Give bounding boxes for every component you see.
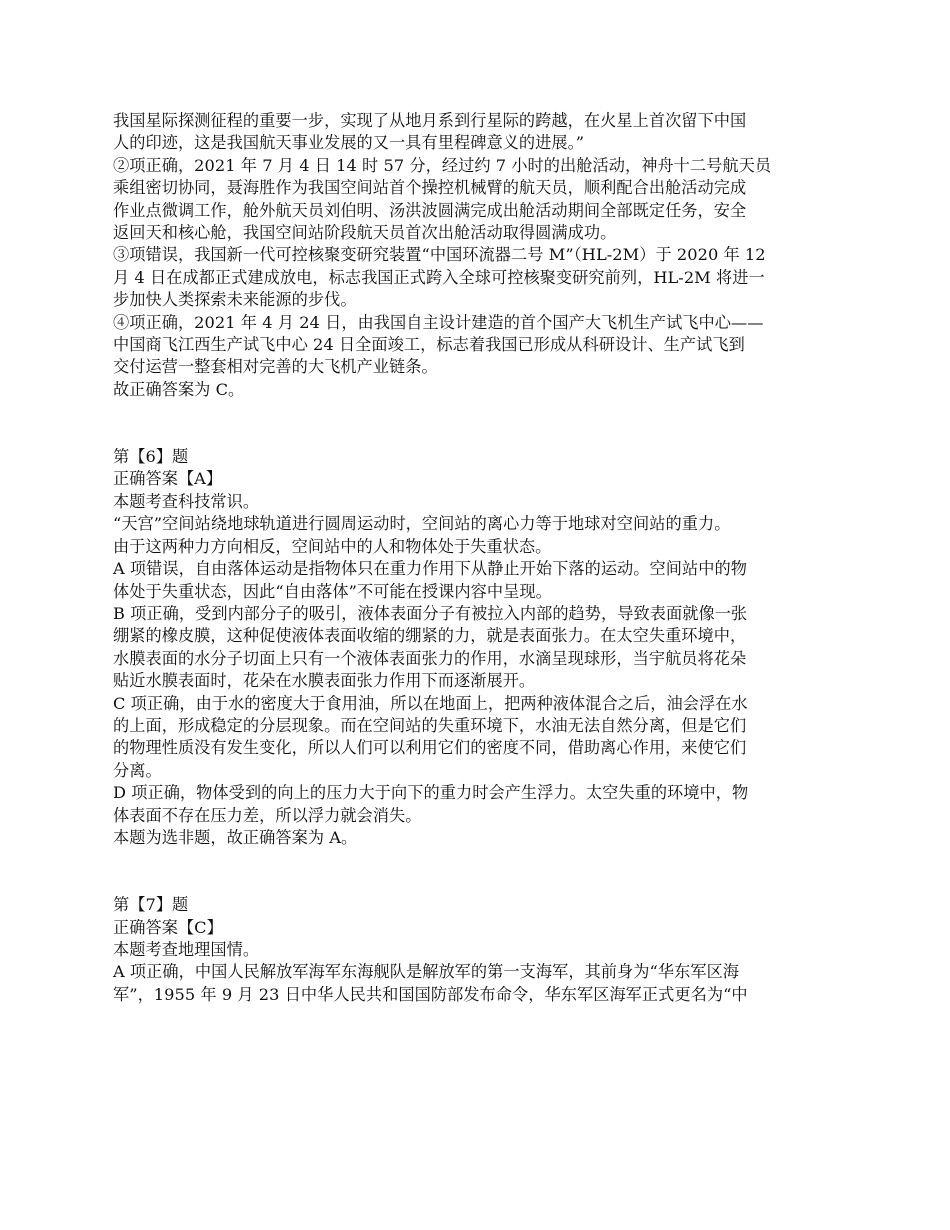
section-gap (113, 849, 838, 894)
section-gap (113, 401, 838, 446)
text-line: 乘组密切协同，聂海胜作为我国空间站首个操控机械臂的航天员，顺利配合出舱活动完成 (113, 178, 747, 198)
text-line: A 项正确，中国人民解放军海军东海舰队是解放军的第一支海军，其前身为“华东军区海 (113, 962, 740, 982)
text-line: 步加快人类探索未来能源的步伐。 (113, 290, 357, 310)
text-line: 作业点微调工作，舱外航天员刘伯明、汤洪波圆满完成出舱活动期间全部既定任务，安全 (113, 200, 747, 220)
conclusion-line: 本题为选非题，故正确答案为 A。 (113, 827, 358, 847)
question-7-section (113, 894, 838, 1006)
text-line: 体表面不存在压力差，所以浮力就会消失。 (113, 805, 422, 825)
question-6-section (113, 446, 838, 849)
text-line: 本题考查地理国情。 (113, 940, 260, 959)
question-title: 第【7】题 (113, 895, 189, 915)
text-line: B 项正确，受到内部分子的吸引，液体表面分子有被拉入内部的趋势，导致表面就像一张 (113, 603, 748, 623)
text-line: 我国星际探测征程的重要一步，实现了从地月系到行星际的跨越，在火星上首次留下中国 (113, 111, 747, 130)
correct-answer: 正确答案【A】 (113, 469, 223, 489)
text-line: 人的印迹，这是我国航天事业发展的又一具有里程碑意义的进展。” (113, 133, 585, 153)
text-line: “天宫”空间站绕地球轨道进行圆周运动时，空间站的离心力等于地球对空间站的重力。 (113, 514, 731, 534)
text-line: ③项错误，我国新一代可控核聚变研究装置“中国环流器二号 M”（HL-2M）于 2020 年 12 (113, 245, 766, 265)
correct-answer: 正确答案【C】 (113, 917, 223, 937)
text-line: 返回天和核心舱，我国空间站阶段航天员首次出舱活动取得圆满成功。 (113, 223, 617, 243)
text-line: ②项正确，2021 年 7 月 4 日 14 时 57 分，经过约 7 小时的出舱活动，神舟十二号航天员 (113, 155, 772, 175)
text-line: 的物理性质没有发生变化，所以人们可以利用它们的密度不同，借助离心作用，来使它们 (113, 738, 747, 758)
text-line: D 项正确，物体受到的向上的压力大于向下的重力时会产生浮力。太空失重的环境中，物 (113, 783, 749, 803)
text-line: 月 4 日在成都正式建成放电，标志我国正式跨入全球可控核聚变研究前列，HL-2M 将进一 (113, 267, 765, 287)
document-page (113, 110, 838, 1006)
text-line: 交付运营一整套相对完善的大飞机产业链条。 (113, 357, 438, 377)
answer-explanation-q5-continued (113, 110, 838, 401)
text-line: 体处于失重状态，因此“自由落体”不可能在授课内容中呈现。 (113, 581, 552, 601)
text-line: 中国商飞江西生产试飞中心 24 日全面竣工，标志着我国已形成从科研设计、生产试飞到 (113, 335, 745, 355)
question-title: 第【6】题 (113, 447, 189, 467)
text-line: 的上面，形成稳定的分层现象。而在空间站的失重环境下，水油无法自然分离，但是它们 (113, 715, 747, 735)
text-line: 军”，1955 年 9 月 23 日中华人民共和国国防部发布命令，华东军区海军正式更名为“中 (113, 984, 748, 1004)
conclusion-line: 故正确答案为 C。 (113, 379, 245, 399)
text-line: A 项错误，自由落体运动是指物体只在重力作用下从静止开始下落的运动。空间站中的物 (113, 559, 747, 579)
text-line: ④项正确，2021 年 4 月 24 日，由我国自主设计建造的首个国产大飞机生产试飞中心—— (113, 312, 764, 332)
text-line: 绷紧的橡皮膜，这种促使液体表面收缩的绷紧的力，就是表面张力。在太空失重环境中， (113, 626, 747, 646)
text-line: 本题考查科技常识。 (113, 491, 260, 511)
text-line: 水膜表面的水分子切面上只有一个液体表面张力的作用，水滴呈现球形，当宇航员将花朵 (113, 648, 747, 668)
text-line: 分离。 (113, 760, 162, 780)
text-line: 贴近水膜表面时，花朵在水膜表面张力作用下而逐渐展开。 (113, 671, 536, 691)
text-line: 由于这两种力方向相反，空间站中的人和物体处于失重状态。 (113, 536, 552, 556)
text-line: C 项正确，由于水的密度大于食用油，所以在地面上，把两种液体混合之后，油会浮在水 (113, 693, 748, 713)
